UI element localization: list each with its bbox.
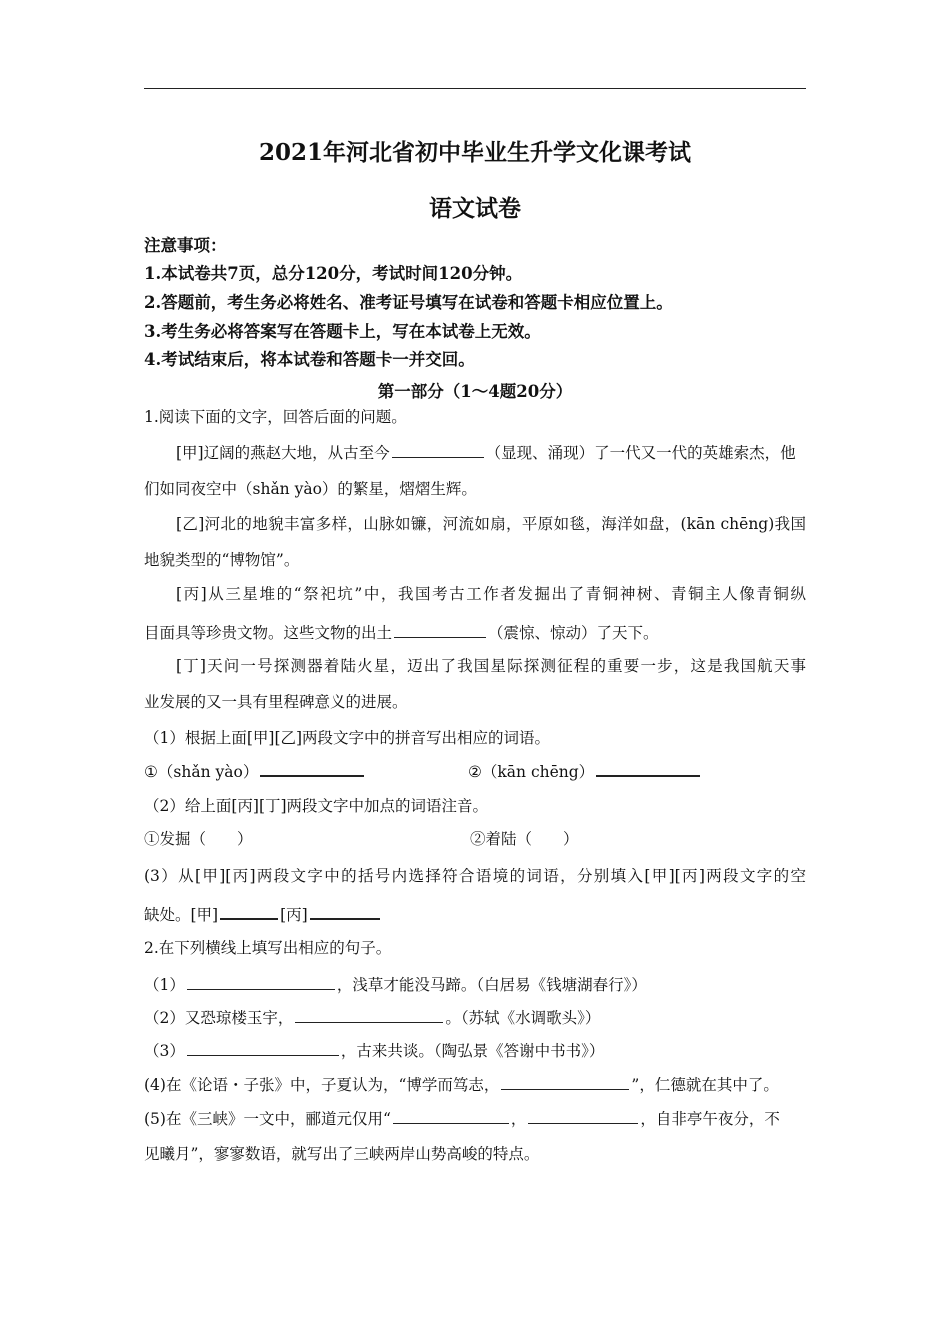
fill-text: (4)在《论语・子张》中，子夏认为，“博学而笃志， xyxy=(144,1076,500,1094)
subquestion-2: （2）给上面[丙][丁]两段文字中加点的词语注音。 xyxy=(144,797,489,815)
subquestion-1: （1）根据上面[甲][乙]两段文字中的拼音写出相应的词语。 xyxy=(144,729,551,747)
answer-blank[interactable] xyxy=(596,760,700,777)
question-1-stem: 1.阅读下面的文字，回答后面的问题。 xyxy=(144,408,407,426)
answer-blank[interactable] xyxy=(295,1007,443,1023)
fill-text: ，自非亭午夜分，不 xyxy=(640,1110,780,1128)
blank-label: 缺处。[甲] xyxy=(144,906,219,924)
fill-text: (5)在《三峡》一文中，郦道元仅用“ xyxy=(144,1110,391,1128)
question-2-stem: 2.在下列横线上填写出相应的句子。 xyxy=(144,939,392,957)
passage-text: （震惊、惊动）了天下。 xyxy=(488,624,659,642)
fill-text: ，古来共谈。（陶弘景《答谢中书书》） xyxy=(340,1042,605,1060)
exam-subtitle: 语文试卷 xyxy=(429,195,521,222)
fill-line-4 xyxy=(144,1074,806,1095)
top-rule xyxy=(144,88,806,89)
notice-item: 1.本试卷共7页，总分120分，考试时间120分钟。 xyxy=(144,264,523,283)
passage-ding-line-1: [丁]天问一号探测器着陆火星，迈出了我国星际探测征程的重要一步，这是我国航天事 xyxy=(176,657,806,675)
passage-text: （显现、涌现）了一代又一代的英雄索杰，他 xyxy=(485,444,796,462)
passage-bing-line-2 xyxy=(144,622,806,643)
passage-ding-line-2: 业发展的又一具有里程碑意义的进展。 xyxy=(144,693,408,711)
fill-line-6: 见曦月”，寥寥数语，就写出了三峡两岸山势高峻的特点。 xyxy=(144,1145,540,1163)
fill-line-5 xyxy=(144,1108,806,1129)
fill-text: ， xyxy=(510,1110,527,1128)
pinyin-label: ①（shǎn yào） xyxy=(144,763,259,781)
subquestion-2-answers xyxy=(144,829,806,849)
exam-title: 2021年河北省初中毕业生升学文化课考试 xyxy=(258,139,691,166)
answer-blank[interactable] xyxy=(528,1108,638,1124)
annotate-item: ①发掘（ ） xyxy=(144,830,253,848)
answer-blank[interactable] xyxy=(187,1040,339,1056)
answer-blank[interactable] xyxy=(220,903,278,920)
fill-text: ，浅草才能没马蹄。（白居易《钱塘湖春行》） xyxy=(336,976,647,994)
passage-bing-line-1: [丙]从三星堆的“祭祀坑”中，我国考古工作者发掘出了青铜神树、青铜主人像青铜纵 xyxy=(176,585,806,603)
notice-item: 3.考生务必将答案写在答题卡上，写在本试卷上无效。 xyxy=(144,322,541,341)
passage-jia-line-2: 们如同夜空中（shǎn yào）的繁星，熠熠生辉。 xyxy=(144,480,477,498)
answer-blank[interactable] xyxy=(187,974,335,990)
passage-text: 目面具等珍贵文物。这些文物的出土 xyxy=(144,624,393,642)
fill-text: （3） xyxy=(144,1042,185,1060)
answer-blank[interactable] xyxy=(393,1108,509,1124)
fill-text: （2）又恐琼楼玉宇， xyxy=(144,1009,294,1027)
section-heading: 第一部分（1～4题20分） xyxy=(377,382,573,401)
passage-yi-line-2: 地貌类型的“博物馆”。 xyxy=(144,551,300,569)
fill-line-2 xyxy=(144,1007,806,1028)
passage-yi-line-1: [乙]河北的地貌丰富多样，山脉如镰，河流如扇，平原如毯，海洋如盘，(kān chēng)我国 xyxy=(176,515,806,533)
fill-text: 。（苏轼《水调歌头》） xyxy=(445,1009,601,1027)
answer-blank[interactable] xyxy=(310,903,380,920)
notice-heading: 注意事项： xyxy=(144,236,227,255)
fill-text: ”，仁德就在其中了。 xyxy=(631,1076,779,1094)
answer-blank[interactable] xyxy=(392,442,484,458)
annotate-item: ②着陆（ ） xyxy=(470,830,579,848)
blank-label: [丙] xyxy=(280,906,308,924)
notice-item: 4.考试结束后，将本试卷和答题卡一并交回。 xyxy=(144,350,475,369)
subquestion-1-answers xyxy=(144,760,806,782)
answer-blank[interactable] xyxy=(501,1074,629,1090)
fill-line-3 xyxy=(144,1040,806,1061)
subquestion-3-line-2 xyxy=(144,903,806,925)
pinyin-label: ②（kān chēng） xyxy=(468,763,595,781)
passage-jia-line-1 xyxy=(176,442,806,463)
passage-text: [甲]辽阔的燕赵大地，从古至今 xyxy=(176,444,390,462)
subquestion-3-line-1: (3）从[甲][丙]两段文字中的括号内选择符合语境的词语，分别填入[甲][丙]两段文字的空 xyxy=(144,867,806,885)
fill-text: （1） xyxy=(144,976,185,994)
answer-blank[interactable] xyxy=(260,760,364,777)
pinyin-item xyxy=(468,760,702,782)
notice-item: 2.答题前，考生务必将姓名、准考证号填写在试卷和答题卡相应位置上。 xyxy=(144,293,673,312)
fill-line-1 xyxy=(144,974,806,995)
answer-blank[interactable] xyxy=(394,622,486,638)
